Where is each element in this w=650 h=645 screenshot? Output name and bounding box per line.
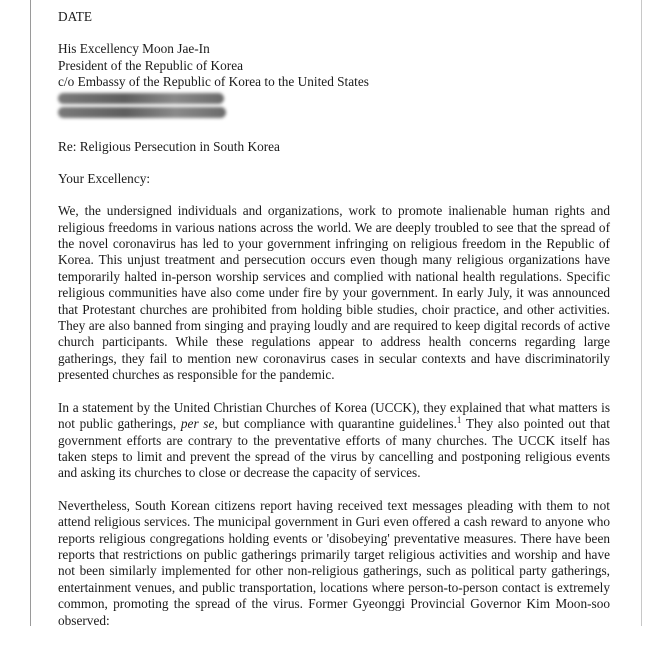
recipient-title: President of the Republic of Korea <box>58 57 243 73</box>
paragraph-3: Nevertheless, South Korean citizens report having received text messages pleading with them to not attend religious services. The municipal government in Guri even offered a cash reward to anyone who reports religious congregations holding events or 'disobeying' preventative measures. There have been reports that restrictions on public gatherings primarily target religious activities and worship and have not been similarly implemented for other non-religious gatherings, such as political party gatherings, entertainment venues, and public transportation, locations where person-to-person contact is extremely common, promoting the spread of the virus. Former Gyeonggi Provincial Governor Kim Moon-soo observed: <box>58 497 610 628</box>
footnote-marker[interactable]: 1 <box>456 415 462 426</box>
letter-salutation: Your Excellency: <box>58 170 151 186</box>
redaction-blur <box>58 93 224 104</box>
redaction-blur <box>58 107 226 118</box>
recipient-care-of: c/o Embassy of the Republic of Korea to the United States <box>58 74 369 90</box>
paragraph-2-text: In a statement by the United Christian Churches of Korea (UCCK), they explained that what matters is not public gatherings, <box>58 399 610 432</box>
paragraph-2-text: They also pointed out that government efforts are contrary to the preventative efforts of many churches. The UCCK itself has taken steps to limit and prevent the spread of the virus by cancelling and postponing religious events and asking its churches to close or decrease the capacity of services. <box>58 416 610 481</box>
paragraph-1: We, the undersigned individuals and organizations, work to promote inalienable human rights and religious freedoms in various nations across the world. We are deeply troubled to see that the spread of the novel coronavirus has led to your government infringing on religious freedom in the Republic of Korea. This unjust treatment and persecution occurs even though many religious organizations have temporarily halted in-person worship services and complied with national health regulations. Specific religious communities have also come under fire by your government. In early July, it was announced that Protestant churches are prohibited from holding bible studies, choir practice, and other activities. They are also banned from singing and praying loudly and are required to keep digital records of active church participants. While these regulations appear to address health concerns regarding large gatherings, they fail to mention new coronavirus cases in secular contexts and have discriminatorily presented churches as responsible for the pandemic. <box>58 203 610 383</box>
page-left-edge <box>30 0 31 626</box>
recipient-name: His Excellency Moon Jae-In <box>58 41 210 57</box>
page-right-edge <box>641 0 642 626</box>
letter-subject: Re: Religious Persecution in South Korea <box>58 139 280 155</box>
paragraph-2-italic: per se <box>180 416 215 432</box>
redacted-city-address <box>58 107 610 123</box>
paragraph-2-text: , but compliance with quarantine guidelines. <box>214 416 457 432</box>
redacted-street-address <box>58 91 610 107</box>
paragraph-2 <box>58 400 610 482</box>
letter-date: DATE <box>58 9 92 24</box>
letter-document <box>58 9 610 645</box>
recipient-address <box>58 41 610 123</box>
